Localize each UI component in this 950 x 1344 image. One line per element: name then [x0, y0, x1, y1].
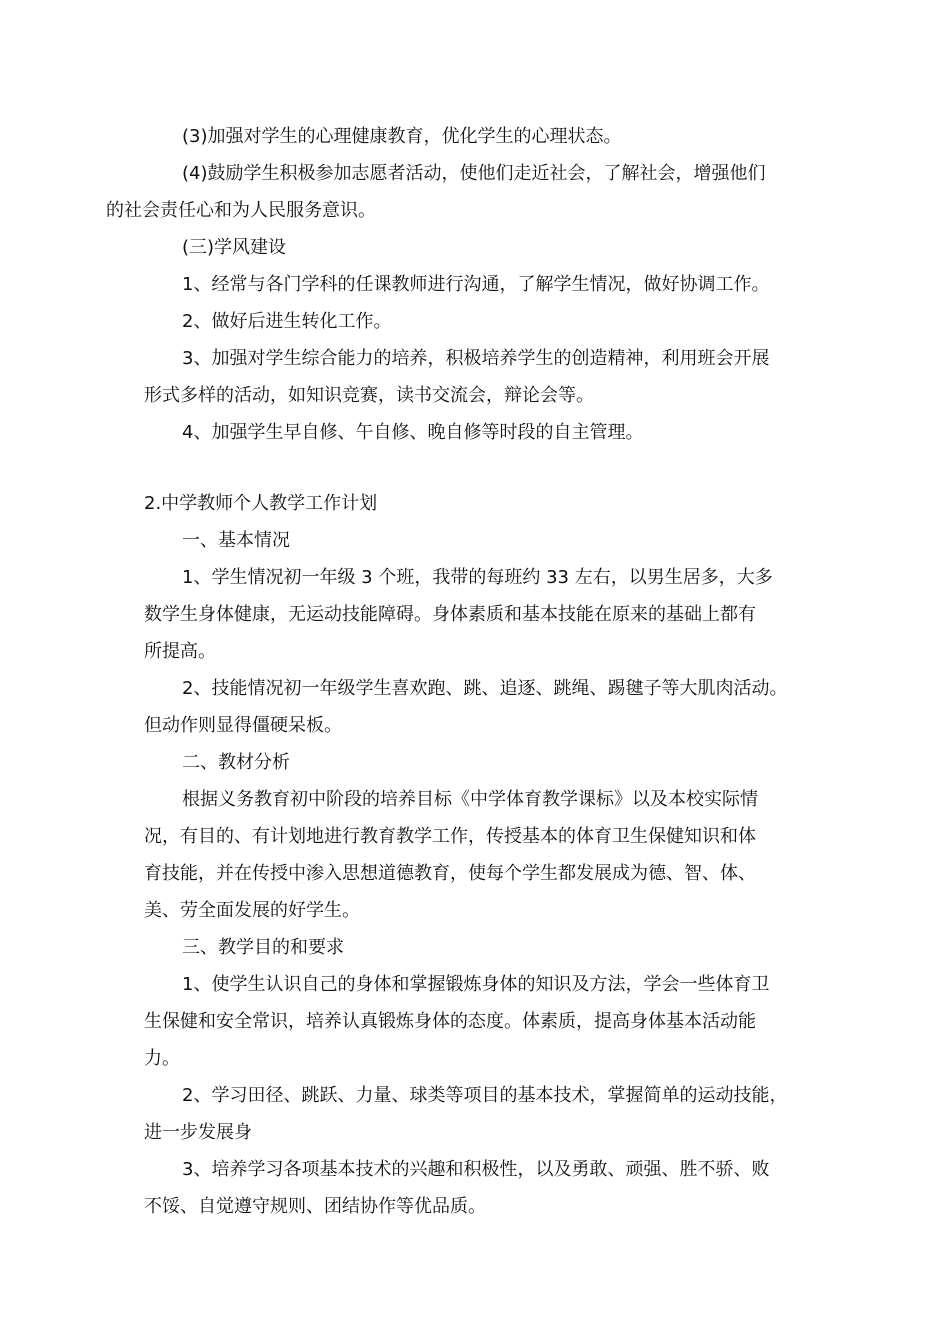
paragraph [144, 670, 812, 744]
text-line: 1、使学生认识自己的身体和掌握锻炼身体的知识及方法，学会一些体育卫 [182, 974, 770, 995]
paragraph [144, 118, 812, 155]
text-line: 2、做好后进生转化工作。 [182, 311, 392, 332]
text-line: 3、培养学习各项基本技术的兴趣和积极性，以及勇敢、顽强、胜不骄、败 [182, 1159, 770, 1180]
text-line: 况，有目的、有计划地进行教育教学工作，传授基本的体育卫生保健知识和体 [144, 826, 756, 847]
paragraph [144, 1077, 812, 1151]
text-line: 生保健和安全常识，培养认真锻炼身体的态度。体素质，提高身体基本活动能 [144, 1011, 756, 1032]
paragraph [106, 155, 812, 229]
text-line: 3、加强对学生综合能力的培养，积极培养学生的创造精神，利用班会开展 [182, 348, 770, 369]
paragraph [144, 522, 812, 559]
text-line: (4)鼓励学生积极参加志愿者活动，使他们走近社会，了解社会，增强他们 [182, 163, 766, 184]
paragraph [144, 303, 812, 340]
paragraph [144, 1151, 812, 1225]
text-line: 二、教材分析 [182, 752, 290, 773]
text-line: 一、基本情况 [182, 530, 290, 551]
text-line: 三、教学目的和要求 [182, 937, 344, 958]
text-line: 进一步发展身 [144, 1122, 252, 1143]
text-line: 但动作则显得僵硬呆板。 [144, 715, 342, 736]
text-line: 形式多样的活动，如知识竞赛，读书交流会，辩论会等。 [144, 385, 594, 406]
text-line: 1、经常与各门学科的任课教师进行沟通，了解学生情况，做好协调工作。 [182, 274, 770, 295]
paragraph [144, 559, 812, 670]
text-line: 2、学习田径、跳跃、力量、球类等项目的基本技术，掌握简单的运动技能， [182, 1085, 788, 1106]
text-line: 根据义务教育初中阶段的培养目标《中学体育教学课标》以及本校实际情 [182, 789, 758, 810]
paragraph [144, 340, 812, 414]
text-line: 4、加强学生早自修、午自修、晚自修等时段的自主管理。 [182, 422, 644, 443]
text-line: 2、技能情况初一年级学生喜欢跑、跳、追逐、跳绳、踢毽子等大肌肉活动。 [182, 678, 788, 699]
text-line: 不馁、自觉遵守规则、团结协作等优品质。 [144, 1196, 486, 1217]
text-line: 1、学生情况初一年级 3 个班，我带的每班约 33 左右，以男生居多，大多 [182, 567, 773, 588]
text-line: 的社会责任心和为人民服务意识。 [106, 200, 376, 221]
paragraph [144, 744, 812, 781]
text-line: (3)加强对学生的心理健康教育，优化学生的心理状态。 [182, 126, 622, 147]
paragraph [144, 929, 812, 966]
section-title: 2.中学教师个人教学工作计划 [144, 493, 378, 514]
section-class-management [106, 118, 812, 451]
text-line: 力。 [144, 1048, 180, 1069]
paragraph [144, 414, 812, 451]
section-teaching-plan [144, 485, 812, 1225]
text-line: 育技能，并在传授中渗入思想道德教育，使每个学生都发展成为德、智、体、 [144, 863, 756, 884]
paragraph [144, 266, 812, 303]
text-line: 所提高。 [144, 641, 216, 662]
paragraph [144, 229, 812, 266]
text-line: 美、劳全面发展的好学生。 [144, 900, 360, 921]
text-line: (三)学风建设 [182, 237, 287, 258]
text-line: 数学生身体健康，无运动技能障碍。身体素质和基本技能在原来的基础上都有 [144, 604, 756, 625]
paragraph [144, 781, 812, 929]
paragraph [144, 966, 812, 1077]
